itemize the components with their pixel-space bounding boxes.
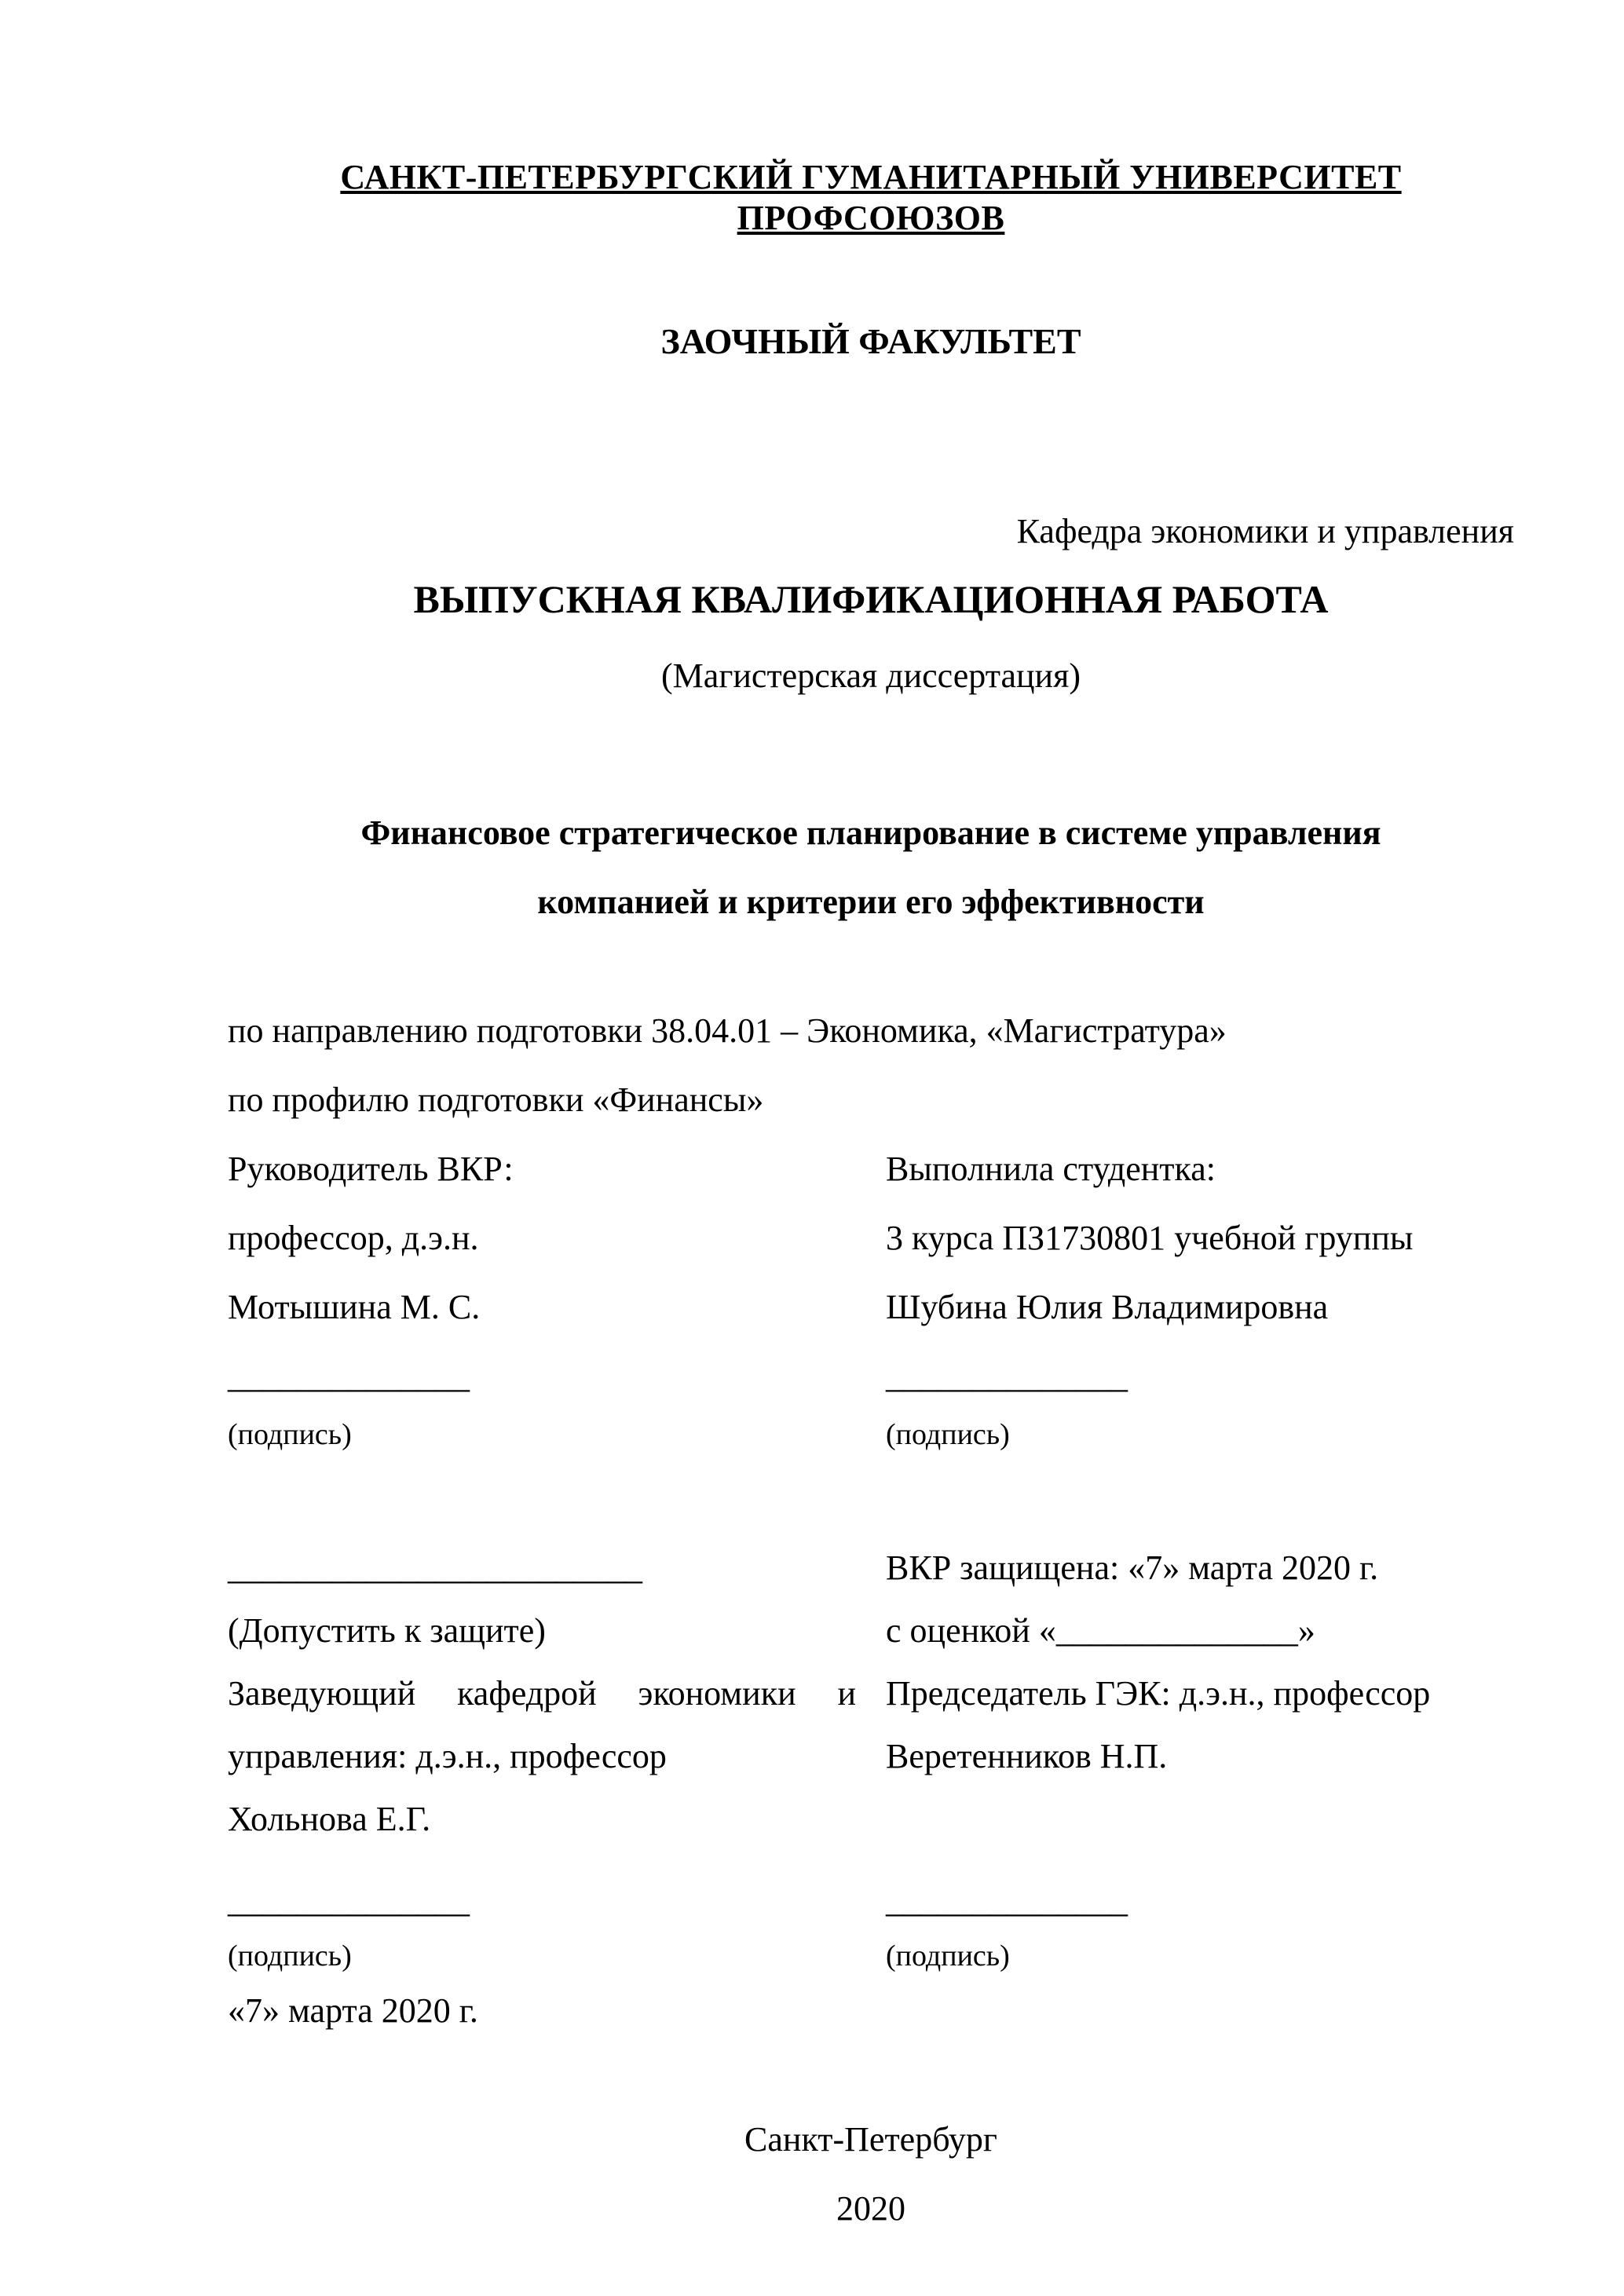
program-info [228, 996, 1514, 1135]
admission-signature-line: ______________ [228, 1881, 470, 1920]
admission-signature-caption: (подпись) [228, 1940, 352, 1972]
defense-block [886, 1537, 1514, 2042]
thesis-title-line1: Финансовое стратегическое планирование в системе управления [360, 813, 1381, 852]
department-head-title: Заведующий кафедрой экономики и управления: д.э.н., профессор [228, 1674, 856, 1775]
committee-chair-name: Веретенников Н.П. [886, 1737, 1168, 1775]
faculty-name: ЗАОЧНЫЙ ФАКУЛЬТЕТ [660, 321, 1081, 361]
supervisor-role-label: Руководитель ВКР: [228, 1150, 514, 1188]
thesis-title-line2: компанией и критерии его эффективности [537, 883, 1205, 921]
program-direction: по направлению подготовки 38.04.01 – Экономика, «Магистратура» [228, 1011, 1227, 1050]
student-signature-caption: (подпись) [886, 1418, 1010, 1451]
program-profile: по профилю подготовки «Финансы» [228, 1080, 764, 1119]
defense-signature-caption: (подпись) [886, 1940, 1010, 1972]
admission-block [228, 1537, 856, 2042]
approval-section [228, 1537, 1514, 2042]
defense-grade-line: с оценкой «______________» [886, 1611, 1315, 1650]
supervisor-signature-caption: (подпись) [228, 1418, 352, 1451]
admission-caption: (Допустить к защите) [228, 1611, 546, 1650]
university-name: САНКТ-ПЕТЕРБУРГСКИЙ ГУМАНИТАРНЫЙ УНИВЕРСИТЕТ ПРОФСОЮЗОВ [340, 158, 1402, 237]
student-group: 3 курса ПЗ1730801 учебной группы [886, 1219, 1414, 1257]
supervisor-position: профессор, д.э.н. [228, 1219, 479, 1257]
footer-city: Санкт-Петербург [744, 2120, 997, 2159]
student-block [886, 1135, 1514, 1458]
student-name: Шубина Юлия Владимировна [886, 1288, 1329, 1326]
defense-date-line: ВКР защищена: «7» марта 2020 г. [886, 1548, 1379, 1587]
page-footer [228, 2105, 1514, 2243]
supervisor-block [228, 1135, 856, 1458]
signatures-section [228, 1135, 1514, 1458]
footer-year: 2020 [836, 2189, 905, 2228]
work-type-heading: ВЫПУСКНАЯ КВАЛИФИКАЦИОННАЯ РАБОТА [413, 577, 1329, 621]
supervisor-name: Мотышина М. С. [228, 1288, 481, 1326]
student-signature-line: ______________ [886, 1357, 1128, 1395]
supervisor-signature-line: ______________ [228, 1357, 470, 1395]
admission-date: «7» марта 2020 г. [228, 1991, 478, 2030]
student-label: Выполнила студентка: [886, 1150, 1216, 1188]
department-head-name: Хольнова Е.Г. [228, 1800, 431, 1838]
committee-chair-title: Председатель ГЭК: д.э.н., профессор [886, 1674, 1431, 1713]
defense-signature-line: ______________ [886, 1881, 1128, 1920]
thesis-title [228, 799, 1514, 937]
work-subtype: (Магистерская диссертация) [661, 656, 1081, 695]
admission-blank-line: ________________________ [228, 1548, 642, 1587]
department-name: Кафедра экономики и управления [1016, 512, 1514, 550]
